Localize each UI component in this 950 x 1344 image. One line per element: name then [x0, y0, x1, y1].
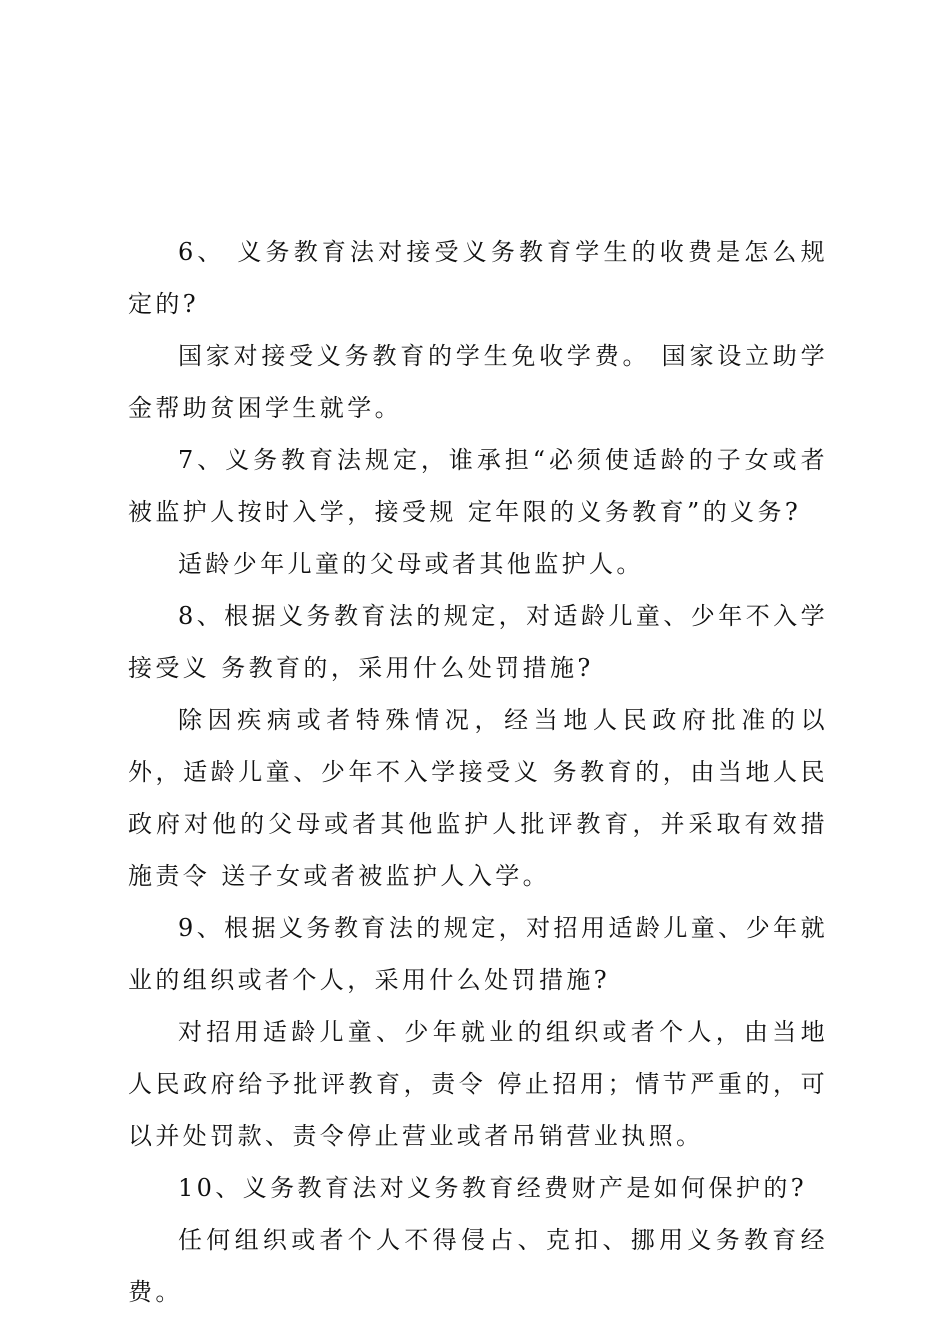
- answer-7: 适龄少年儿童的父母或者其他监护人。: [178, 550, 644, 578]
- question-8: 8、根据义务教育法的规定，对适龄儿童、少年不入学接受义 务教育的，采用什么处罚措施?: [128, 602, 828, 682]
- question-7: 7、义务教育法规定，谁承担“必须使适龄的子女或者被监护人按时入学，接受规 定年限的义务教育”的义务?: [128, 446, 828, 526]
- document-body: [128, 226, 828, 1318]
- question-10: 10、义务教育法对义务教育经费财产是如何保护的?: [178, 1174, 808, 1202]
- question-6: 6、 义务教育法对接受义务教育学生的收费是怎么规定的?: [128, 238, 828, 318]
- answer-6: 国家对接受义务教育的学生免收学费。 国家设立助学金帮助贫困学生就学。: [128, 342, 828, 422]
- question-9: 9、根据义务教育法的规定，对招用适龄儿童、少年就业的组织或者个人，采用什么处罚措施?: [128, 914, 828, 994]
- answer-8: 除因疾病或者特殊情况，经当地人民政府批准的以外，适龄儿童、少年不入学接受义 务教育的，由当地人民政府对他的父母或者其他监护人批评教育，并采取有效措施责令 送子女或者被监护人入学。: [128, 706, 828, 890]
- answer-9: 对招用适龄儿童、少年就业的组织或者个人，由当地人民政府给予批评教育，责令 停止招用；情节严重的，可以并处罚款、责令停止营业或者吊销营业执照。: [128, 1018, 828, 1150]
- answer-10: 任何组织或者个人不得侵占、克扣、挪用义务教育经费。: [128, 1226, 828, 1306]
